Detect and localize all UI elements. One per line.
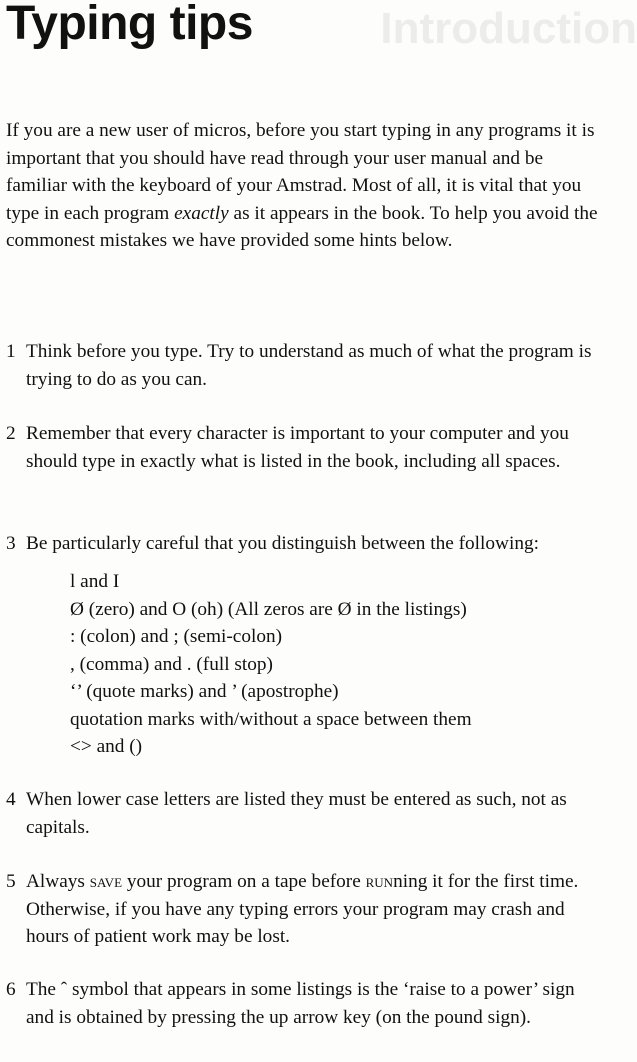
tip-text-part: your program on a tape before — [122, 871, 366, 892]
list-item: quotation marks with/without a space between them — [70, 708, 472, 730]
tip-number: 5 — [6, 871, 16, 892]
keyword-save: save — [89, 871, 123, 891]
intro-text-end: as it appears in the book. To help you avoid the commonest mistakes we have provided some hints below. — [6, 202, 598, 251]
tip-text — [26, 868, 602, 951]
distinguish-list — [70, 568, 590, 761]
list-item: ‘’ (quote marks) and ’ (apostrophe) — [70, 681, 339, 702]
tip-6 — [6, 976, 602, 1031]
tip-1 — [6, 338, 602, 393]
tip-4 — [6, 786, 602, 841]
page-title: Typing tips — [6, 0, 253, 50]
tip-text: Remember that every character is important to your computer and you should type in exactly what is listed in the book, including all spaces. — [26, 423, 569, 472]
list-item: , (comma) and . (full stop) — [70, 653, 273, 675]
tip-5 — [6, 868, 602, 951]
list-item: Ø (zero) and O (oh) (All zeros are Ø in the listings) — [70, 598, 467, 620]
tip-2 — [6, 420, 602, 475]
tip-number: 6 — [6, 979, 16, 1000]
tip-text: Think before you type. Try to understand as much of what the program is trying to do as you can. — [26, 341, 592, 390]
list-item: l and I — [70, 571, 120, 592]
tip-number: 4 — [6, 789, 16, 810]
tip-text-part: ning it for the first time. Otherwise, if you have any typing errors your program may crash and hours of patient work may be lost. — [26, 871, 579, 947]
tip-number: 3 — [6, 533, 16, 554]
intro-paragraph — [6, 117, 601, 255]
tip-text: When lower case letters are listed they must be entered as such, not as capitals. — [26, 789, 567, 838]
tip-3 — [6, 530, 602, 558]
list-item: <> and () — [70, 736, 143, 757]
intro-emphasis: exactly — [174, 202, 229, 224]
list-item: : (colon) and ; (semi-colon) — [70, 626, 283, 647]
tip-text: The ˆ symbol that appears in some listings is the ‘raise to a power’ sign and is obtained by pressing the up arrow key (on the pound sign). — [26, 979, 575, 1028]
intro-text-start: If you are a new user of micros, before you start typing in any programs it is important that you should have read through your user manual and be familiar with the keyboard of your Amstrad. Most of all, it is vital that you type in each program — [6, 120, 595, 224]
tip-number: 2 — [6, 423, 16, 444]
tip-text: Be particularly careful that you distinguish between the following: — [26, 533, 539, 554]
tip-text-part: Always — [26, 871, 90, 892]
tip-number: 1 — [6, 341, 16, 362]
keyword-run: run — [365, 871, 394, 891]
background-ghost-title: Introduction — [380, 4, 637, 53]
